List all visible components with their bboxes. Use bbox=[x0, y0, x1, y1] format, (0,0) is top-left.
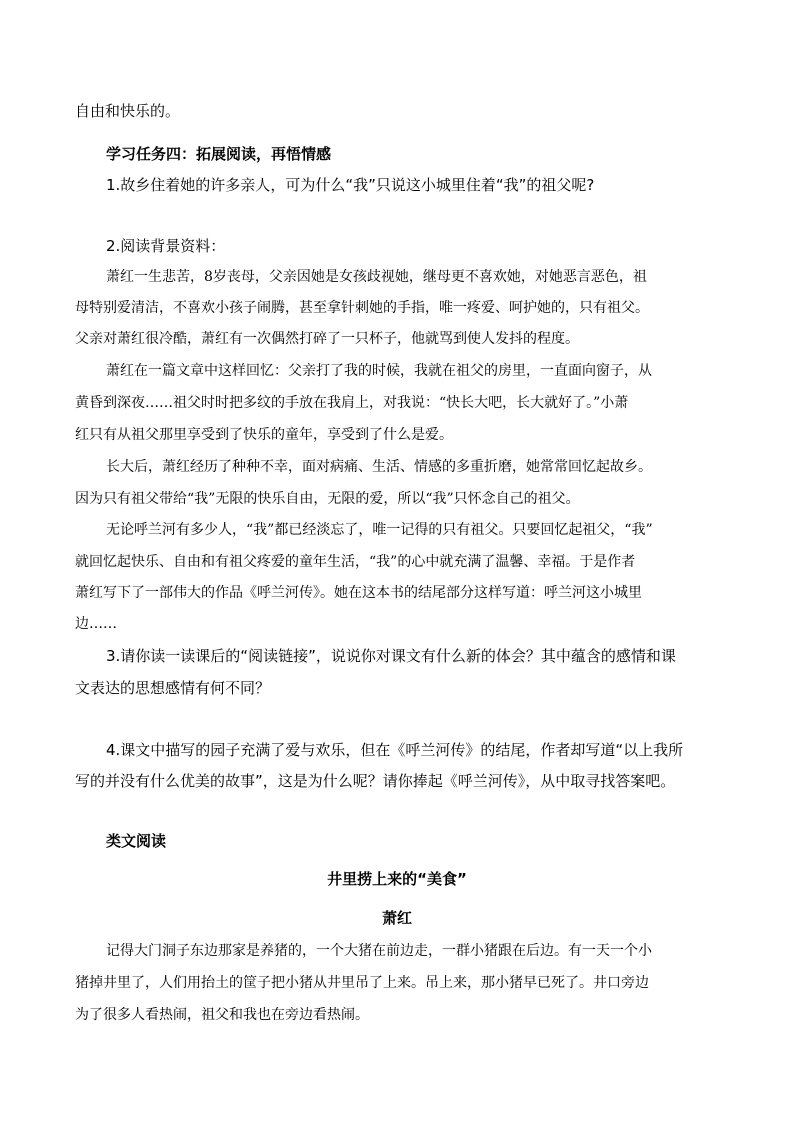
reading-title: 井里捞上来的“美食” bbox=[327, 870, 467, 888]
bg-line: 萧红一生悲苦，8岁丧母，父亲因她是女孩歧视她，继母更不喜欢她，对她恶言恶色，祖 bbox=[106, 269, 647, 285]
reading-line: 为了很多人看热闹，祖父和我也在旁边看热闹。 bbox=[75, 1007, 369, 1023]
bg-line: 黄昏到深夜……祖父时时把多纹的手放在我肩上，对我说：“快长大吧，长大就好了。”小萧 bbox=[75, 395, 629, 411]
reading-author: 萧红 bbox=[381, 909, 412, 927]
question-4-line: 写的并没有什么优美的故事”，这是为什么呢？请你捧起《呼兰河传》，从中取寻找答案吧。 bbox=[75, 772, 676, 790]
bg-line: 因为只有祖父带给“我”无限的快乐自由，无限的爱，所以“我”只怀念自己的祖父。 bbox=[75, 491, 580, 507]
bg-line: 萧红在一篇文章中这样回忆：父亲打了我的时候，我就在祖父的房里，一直面向窗子，从 bbox=[106, 363, 652, 379]
reading-section-label: 类文阅读 bbox=[106, 832, 167, 850]
bg-line: 边…… bbox=[75, 616, 117, 632]
question-4-line: 4.课文中描写的园子充满了爱与欢乐，但在《呼兰河传》的结尾，作者却写道“以上我所 bbox=[106, 741, 684, 759]
question-3-line: 3.请你读一读课后的“阅读链接”，说说你对课文有什么新的体会？其中蕴含的感情和课 bbox=[106, 647, 676, 665]
question-2-title: 2.阅读背景资料： bbox=[106, 237, 226, 255]
task4-heading: 学习任务四：拓展阅读，再悟情感 bbox=[106, 145, 332, 163]
bg-line: 长大后，萧红经历了种种不幸，面对病痛、生活、情感的多重折磨，她常常回忆起故乡。 bbox=[106, 459, 652, 475]
question-3-line: 文表达的思想感情有何不同？ bbox=[75, 679, 271, 697]
bg-line: 红只有从祖父那里享受到了快乐的童年，享受到了什么是爱。 bbox=[75, 427, 453, 443]
bg-line: 无论呼兰河有多少人，“我”都已经淡忘了，唯一记得的只有祖父。只要回忆起祖父，“我” bbox=[106, 522, 653, 538]
bg-line: 父亲对萧红很冷酷，萧红有一次偶然打碎了一只杯子，他就骂到使人发抖的程度。 bbox=[75, 331, 579, 347]
bg-line: 就回忆起快乐、自由和有祖父疼爱的童年生活，“我”的心中就充满了温馨、幸福。于是作者 bbox=[75, 554, 636, 570]
reading-line: 记得大门洞子东边那家是养猪的，一个大猪在前边走，一群小猪跟在后边。有一天一个小 bbox=[106, 943, 652, 959]
bg-line: 母特别爱清洁，不喜欢小孩子闹腾，甚至拿针刺她的手指，唯一疼爱、呵护她的，只有祖父。 bbox=[75, 300, 649, 316]
reading-line: 猪掉井里了，人们用抬土的筐子把小猪从井里吊了上来。吊上来，那小猪早已死了。井口旁边 bbox=[75, 975, 649, 991]
question-1: 1.故乡住着她的许多亲人，可为什么“我”只说这小城里住着“我”的祖父呢? bbox=[106, 176, 595, 194]
intro-end-line: 自由和快乐的。 bbox=[75, 102, 181, 120]
bg-line: 萧红写下了一部伟大的作品《呼兰河传》。她在这本书的结尾部分这样写道：呼兰河这小城里 bbox=[75, 585, 642, 601]
